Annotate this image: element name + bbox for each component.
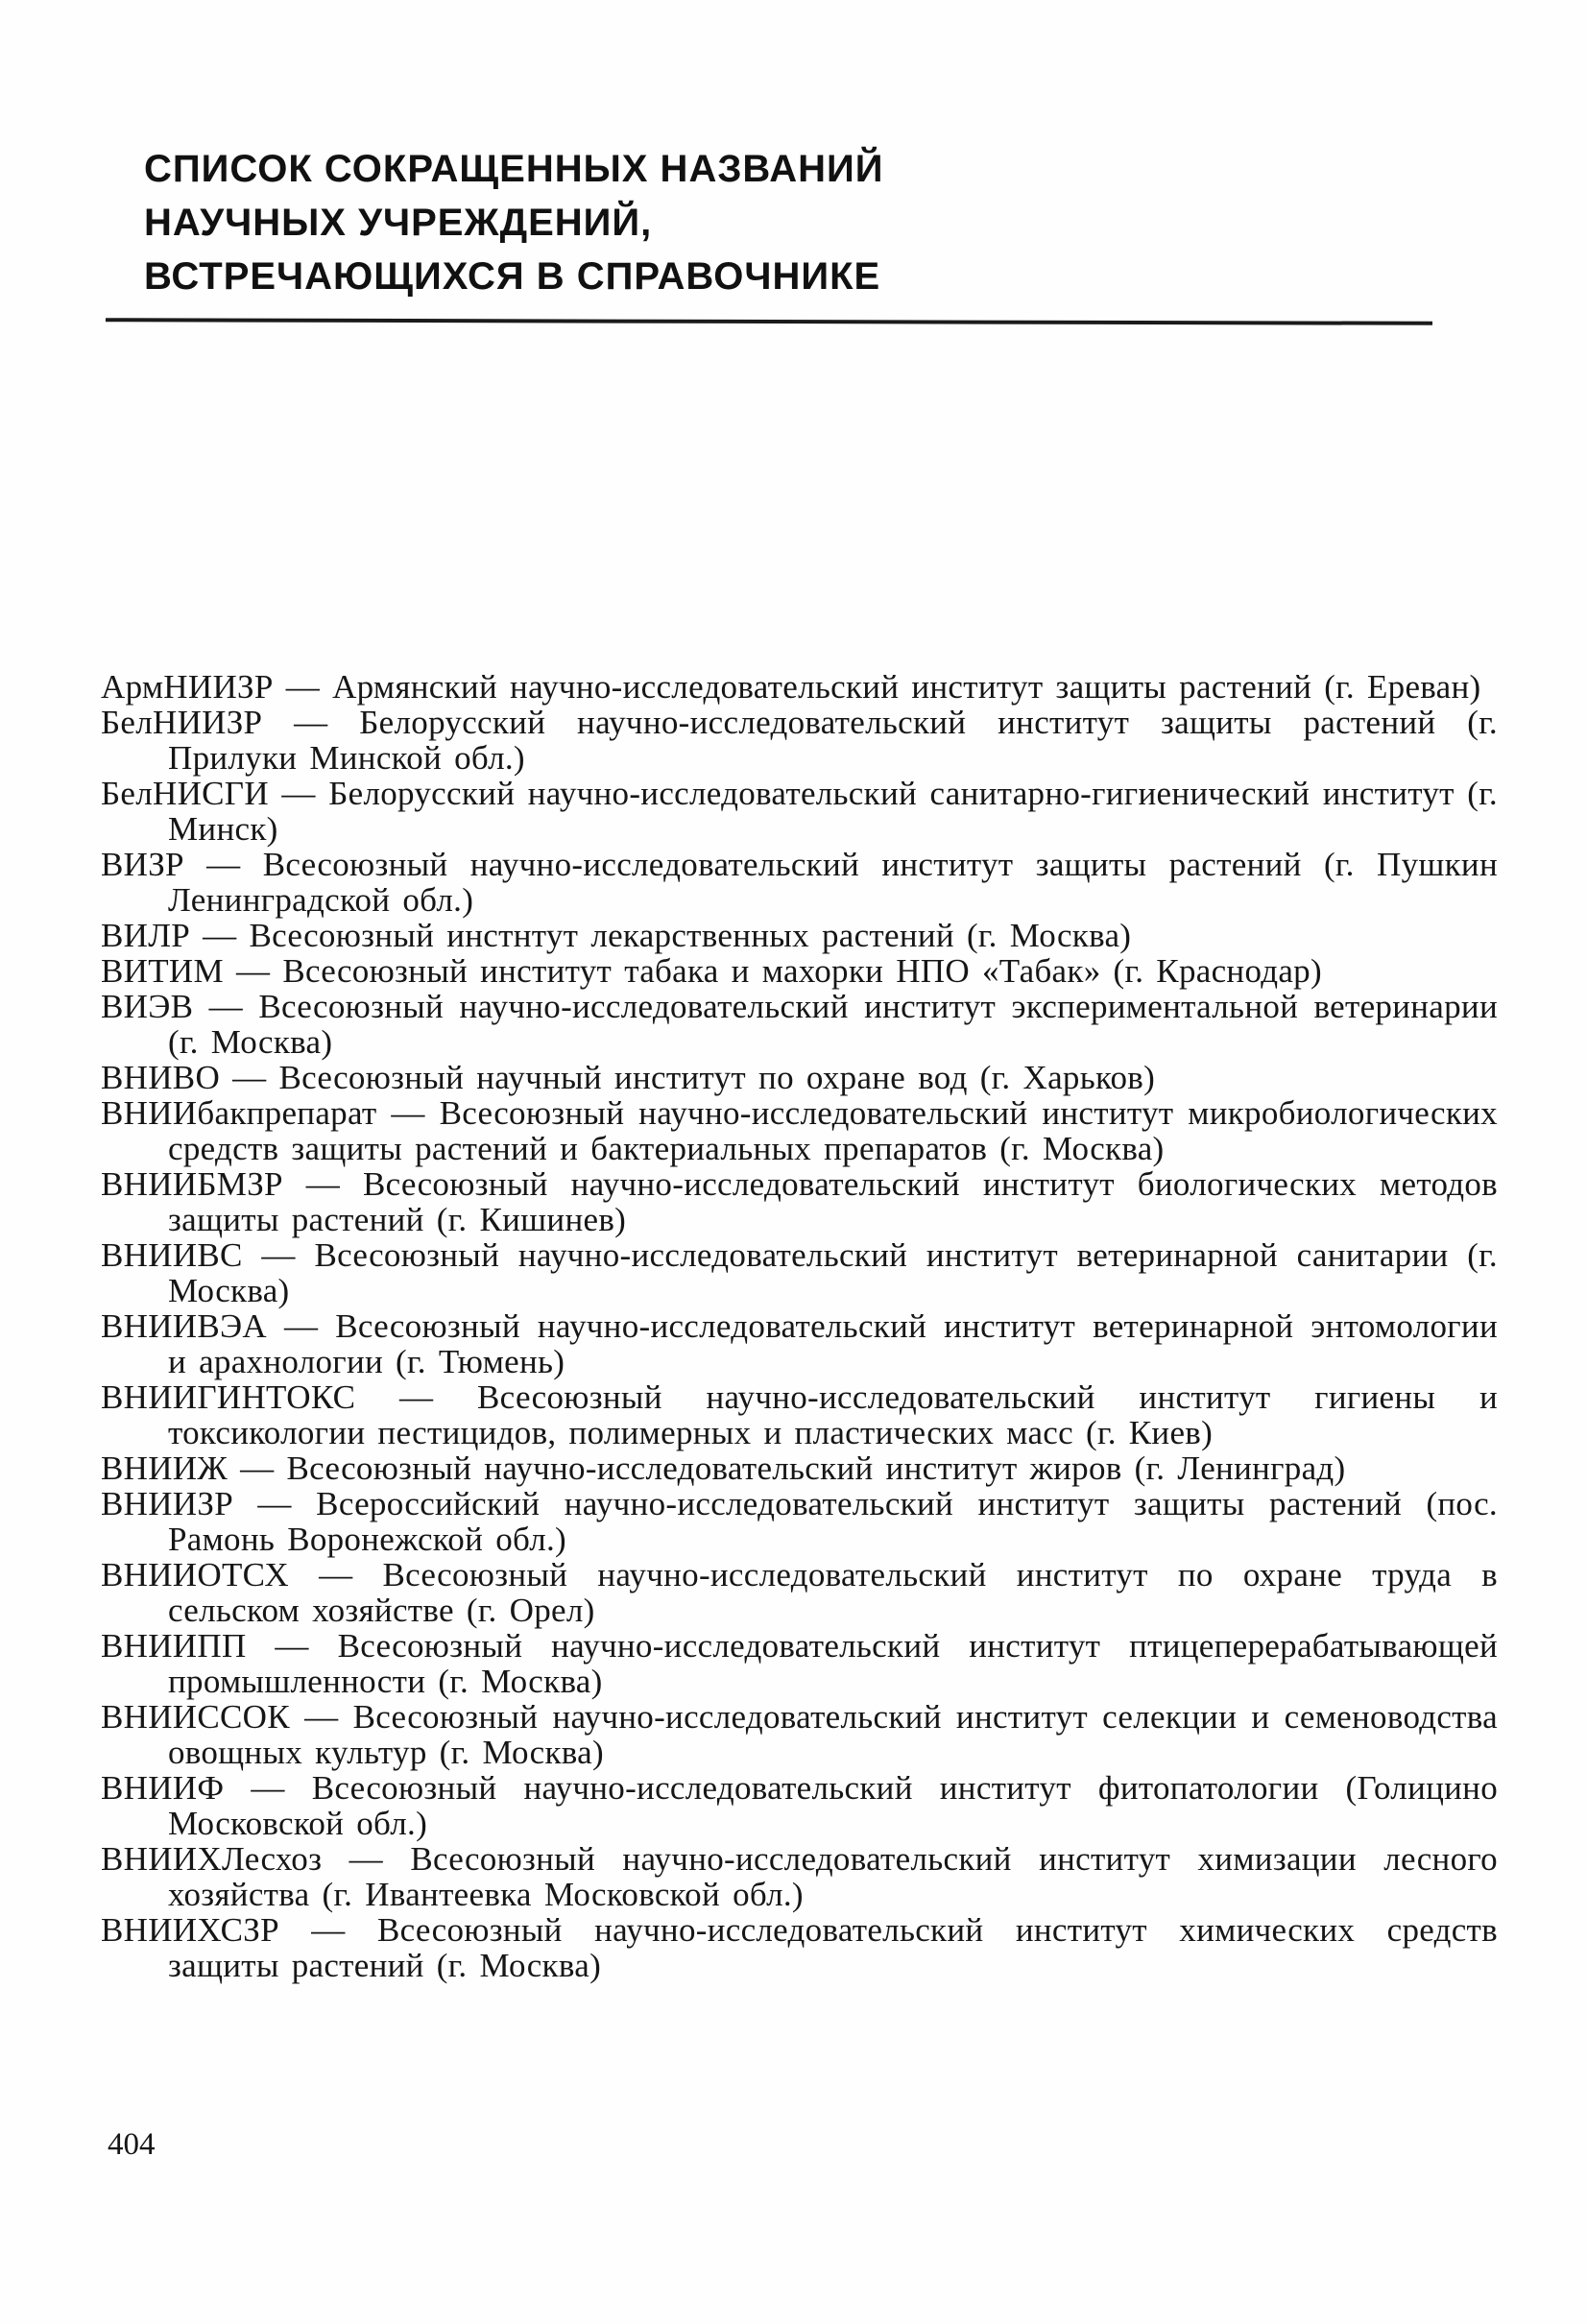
entry-dash: — bbox=[235, 952, 271, 990]
entry-abbr: ВНИИФ bbox=[101, 1769, 225, 1807]
list-item bbox=[101, 1308, 1498, 1379]
list-item bbox=[101, 1060, 1498, 1095]
entry-dash: — bbox=[285, 668, 320, 706]
list-item bbox=[101, 1166, 1498, 1237]
entry-definition: Всесоюзный научно-исследовательский институт гигиены и токсикологии пестицидов, полимерных и пластических масс (г. Киев) bbox=[168, 1378, 1498, 1451]
entry-abbr: ВНИИЖ bbox=[101, 1450, 228, 1487]
list-item bbox=[101, 669, 1498, 705]
entry-definition: Всесоюзный научный институт по охране вод (г. Харьков) bbox=[278, 1059, 1156, 1096]
list-item bbox=[101, 847, 1498, 918]
entry-abbr: ВНИИХСЗР bbox=[101, 1911, 279, 1949]
entry-definition: Всесоюзный научно-исследовательский институт биологических методов защиты растений (г. Кишинев) bbox=[168, 1165, 1498, 1238]
entry-dash: — bbox=[206, 846, 241, 883]
entry-definition: Армянский научно-исследовательский институт защиты растений (г. Ереван) bbox=[332, 668, 1481, 706]
entry-definition: Всесоюзный научно-исследовательский институт ветеринарной санитарии (г. Москва) bbox=[168, 1236, 1498, 1309]
entry-abbr: ВНИВО bbox=[101, 1059, 221, 1096]
list-item bbox=[101, 1628, 1498, 1699]
list-item bbox=[101, 918, 1498, 953]
entry-dash: — bbox=[399, 1378, 434, 1416]
list-item bbox=[101, 1770, 1498, 1841]
entry-definition: Белорусский научно-исследовательский санитарно-гигиенический институт (г. Минск) bbox=[168, 775, 1498, 848]
entry-dash: — bbox=[275, 1627, 309, 1665]
title-line-1: СПИСОК СОКРАЩЕННЫХ НАЗВАНИЙ bbox=[144, 148, 884, 190]
entry-abbr: ВНИИВЭА bbox=[101, 1307, 267, 1345]
entry-dash: — bbox=[304, 1698, 339, 1736]
list-item bbox=[101, 1841, 1498, 1912]
entry-definition: Всесоюзный научно-исследовательский институт экспериментальной ветеринарии (г. Москва) bbox=[168, 988, 1498, 1061]
entry-definition: Всесоюзный научно-исследовательский институт защиты растений (г. Пушкин Ленинградской обл.) bbox=[168, 846, 1498, 919]
entry-dash: — bbox=[203, 917, 237, 954]
list-item bbox=[101, 776, 1498, 847]
list-item bbox=[101, 989, 1498, 1060]
entry-abbr: ВНИИХЛесхоз bbox=[101, 1840, 323, 1878]
entry-definition: Всесоюзный научно-исследовательский институт жиров (г. Ленинград) bbox=[286, 1450, 1346, 1487]
list-item bbox=[101, 1557, 1498, 1628]
entry-dash: — bbox=[391, 1094, 425, 1132]
entry-dash: — bbox=[294, 704, 328, 741]
entry-dash: — bbox=[251, 1769, 285, 1807]
entry-abbr: ВИЭВ bbox=[101, 988, 194, 1025]
entry-abbr: ВНИИПП bbox=[101, 1627, 247, 1665]
entry-definition: Всесоюзный научно-исследовательский институт ветеринарной энтомологии и арахнологии (г. Тюмень) bbox=[168, 1307, 1498, 1380]
entry-abbr: ВИЗР bbox=[101, 846, 184, 883]
entry-abbr: ВНИИВС bbox=[101, 1236, 243, 1274]
title-line-3: ВСТРЕЧАЮЩИХСЯ В СПРАВОЧНИКЕ bbox=[144, 255, 881, 298]
entry-definition: Всесоюзный научно-исследовательский институт фитопатологии (Голицино Московской обл.) bbox=[168, 1769, 1498, 1842]
list-item bbox=[101, 1699, 1498, 1770]
page-title bbox=[144, 142, 884, 303]
entry-dash: — bbox=[281, 775, 316, 812]
entry-definition: Всесоюзный инстнтут лекарственных растений (г. Москва) bbox=[249, 917, 1132, 954]
entry-dash: — bbox=[349, 1840, 383, 1878]
list-item bbox=[101, 1095, 1498, 1166]
list-item bbox=[101, 1486, 1498, 1557]
entry-dash: — bbox=[283, 1307, 319, 1345]
entry-dash: — bbox=[311, 1911, 346, 1949]
entry-definition: Всесоюзный научно-исследовательский институт химических средств защиты растений (г. Москва) bbox=[168, 1911, 1498, 1984]
entry-abbr: ВИТИМ bbox=[101, 952, 224, 990]
list-item bbox=[101, 1379, 1498, 1450]
entry-dash: — bbox=[208, 988, 243, 1025]
title-line-2: НАУЧНЫХ УЧРЕЖДЕНИЙ, bbox=[144, 202, 653, 244]
entry-dash: — bbox=[257, 1485, 292, 1522]
entry-dash: — bbox=[240, 1450, 275, 1487]
entry-definition: Всесоюзный институт табака и махорки НПО «Табак» (г. Краснодар) bbox=[282, 952, 1322, 990]
entry-abbr: ВНИИССОК bbox=[101, 1698, 290, 1736]
list-item bbox=[101, 1912, 1498, 1983]
entry-definition: Всероссийский научно-исследовательский институт защиты растений (пос. Рамонь Воронежской обл.) bbox=[168, 1485, 1498, 1558]
page-number: 404 bbox=[108, 2127, 156, 2162]
list-item bbox=[101, 1237, 1498, 1308]
entry-dash: — bbox=[305, 1165, 341, 1203]
list-item bbox=[101, 705, 1498, 776]
entry-abbr: ВНИИЗР bbox=[101, 1485, 233, 1522]
entry-abbr: ВНИИбакпрепарат bbox=[101, 1094, 377, 1132]
entry-definition: Всесоюзный научно-исследовательский институт микробиологических средств защиты растений и бактериальных препаратов (г. Москва) bbox=[168, 1094, 1498, 1167]
abbreviation-list bbox=[101, 669, 1498, 1983]
entry-abbr: ВНИИГИНТОКС bbox=[101, 1378, 356, 1416]
header-rule bbox=[106, 318, 1432, 325]
list-item bbox=[101, 1450, 1498, 1486]
entry-dash: — bbox=[261, 1236, 296, 1274]
entry-abbr: ВНИИБМЗР bbox=[101, 1165, 283, 1203]
entry-abbr: БелНИИЗР bbox=[101, 704, 263, 741]
entry-abbr: ВНИИОТСХ bbox=[101, 1556, 289, 1593]
entry-abbr: БелНИСГИ bbox=[101, 775, 269, 812]
entry-definition: Всесоюзный научно-исследовательский институт по охране труда в сельском хозяйстве (г. Орел) bbox=[168, 1556, 1498, 1629]
entry-definition: Всесоюзный научно-исследовательский институт селекции и семеноводства овощных культур (г. Москва) bbox=[168, 1698, 1498, 1771]
entry-abbr: ВИЛР bbox=[101, 917, 191, 954]
entry-dash: — bbox=[319, 1556, 353, 1593]
list-item bbox=[101, 953, 1498, 989]
entry-dash: — bbox=[232, 1059, 267, 1096]
entry-definition: Всесоюзный научно-исследовательский институт химизации лесного хозяйства (г. Ивантеевка Московской обл.) bbox=[168, 1840, 1498, 1913]
entry-abbr: АрмНИИЗР bbox=[101, 668, 274, 706]
entry-definition: Белорусский научно-исследовательский институт защиты растений (г. Прилуки Минской обл.) bbox=[168, 704, 1498, 777]
entry-definition: Всесоюзный научно-исследовательский институт птицеперерабатывающей промышленности (г. Москва) bbox=[168, 1627, 1498, 1700]
